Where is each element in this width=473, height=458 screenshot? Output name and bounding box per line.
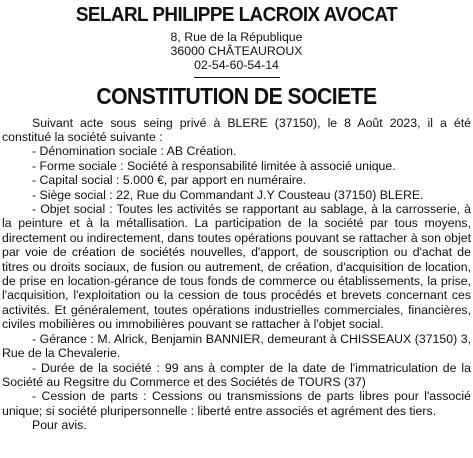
notice-title: CONSTITUTION DE SOCIETE [96,82,377,109]
notice-item-cession: - Cession de parts : Cessions ou transmissions de parts libres pour l'associé unique; si société pluripersonnelle : liberté entre associés et agrément des tiers. [2,389,471,418]
notice-item-denomination: - Dénomination sociale : AB Création. [32,144,237,159]
notice-item-duree: - Durée de la société : 99 ans à compter de la date de l'immatriculation de la Société au Regsitre du Commerce et des Sociétés de TOURS (37) [2,360,471,389]
address-phone: 02-54-60-54-14 [194,58,279,73]
notice-item-gerance: - Gérance : M. Alrick, Benjamin BANNIER, demeurant à CHISSEAUX (37150) 3, Rue de la Chevalerie. [2,331,471,361]
address-city: 36000 CHÂTEAUROUX [170,44,303,59]
notice-item-objet: - Objet social : Toutes les activités se rapportant au sablage, à la carrosserie, à la peinture et à la métallisation. La participation de la société par tous moyens, directement ou indirectement, dans toutes opérations pouvant se rattacher à son objet par voie de création de sociétés nouvelles, d'apport, de souscription ou d'achat de titres ou droits sociaux, de fusion ou autrement, de création, d'acquisition de location, de prise en location-gérance de tous fonds de commerce ou établissements, la prise, l'acquisition, l'exploitation ou la cession de tous procédés et brevets concernant ces activités. Et généralement, toutes opérations industrielles commerciales, financières, civiles mobilières ou immobilières pouvant se rattacher à l'objet social. [2,202,471,332]
header-divider [194,77,280,78]
address-street: 8, Rue de la République [170,30,303,44]
firm-name: SELARL PHILIPPE LACROIX AVOCAT [75,3,398,26]
firm-address [2,30,471,73]
notice-item-siege: - Siège social : 22, Rue du Commandant J.Y Cousteau (37150) BLERE. [32,187,424,202]
notice-item-capital: - Capital social : 5.000 €, par apport en numéraire. [32,173,307,188]
notice-body [2,116,471,433]
notice-closing: Pour avis. [32,418,87,433]
notice-item-forme: - Forme sociale : Société à responsabilité limitée à associé unique. [32,158,396,173]
notice-intro: Suivant acte sous seing privé à BLERE (37150), le 8 Août 2023, il a été constitué la société suivante : [2,115,471,145]
